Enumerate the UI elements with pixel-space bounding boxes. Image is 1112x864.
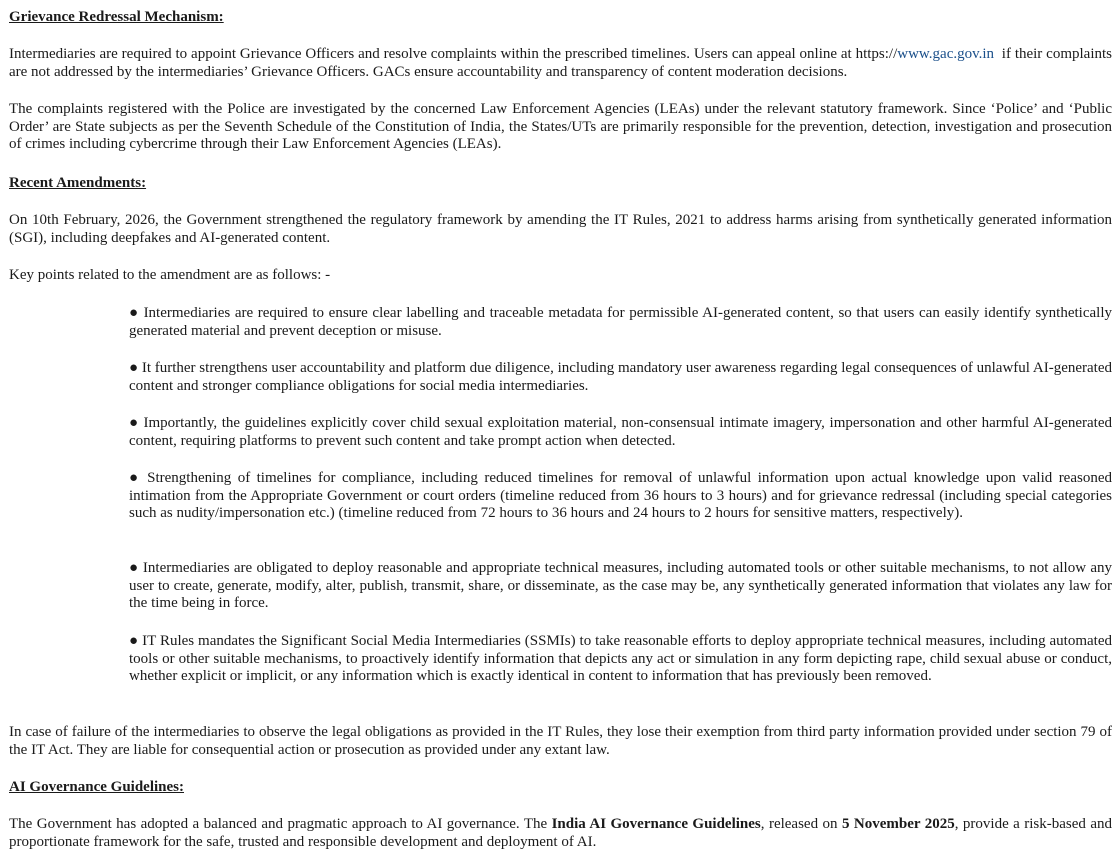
- ai-gov-guidelines-title: India AI Governance Guidelines: [551, 816, 761, 832]
- ai-gov-text-3: , provide a risk-based and proportionate framework for the safe, trusted and responsible development and deployment of AI.: [9, 816, 1112, 850]
- grievance-paragraph-1: [9, 46, 1112, 81]
- amendments-key-points-intro: Key points related to the amendment are as follows: -: [9, 267, 331, 283]
- gac-link[interactable]: www.gac.gov.in: [897, 46, 995, 62]
- ai-gov-release-date: 5 November 2025: [841, 816, 955, 832]
- ai-gov-text-2: , released on: [760, 816, 842, 832]
- grievance-p1-text-end: if their complaints are not addressed by the intermediaries’ Grievance Officers. GACs ensure accountability and transparency of content moderation decisions.: [9, 46, 1112, 80]
- amendments-paragraph-1: On 10th February, 2026, the Government strengthened the regulatory framework by amending the IT Rules, 2021 to address harms arising from synthetically generated information (SGI), including deepfakes and AI-generated content.: [9, 212, 1112, 246]
- amendment-bullet-4: ● Strengthening of timelines for compliance, including reduced timelines for removal of unlawful information upon actual knowledge upon valid reasoned intimation from the Appropriate Government or court orders (timeline reduced from 36 hours to 3 hours) and for grievance redressal (including special categories such as nudity/impersonation etc.) (timeline reduced from 72 hours to 36 hours and 24 hours to 2 hours for sensitive matters, respectively).: [129, 470, 1112, 521]
- amendment-bullet-2: ● It further strengthens user accountability and platform due diligence, including mandatory user awareness regarding legal consequences of unlawful AI-generated content and stronger compliance obligations for social media intermediaries.: [129, 360, 1112, 394]
- ai-gov-text-1: The Government has adopted a balanced and pragmatic approach to AI governance. The: [9, 816, 552, 832]
- grievance-p1-text-start: Intermediaries are required to appoint Grievance Officers and resolve complaints within the prescribed timelines. Users can appeal online at https://: [9, 46, 898, 62]
- amendments-heading: Recent Amendments:: [9, 175, 147, 191]
- ai-governance-paragraph-1: [9, 816, 1112, 851]
- amendment-bullet-6: ● IT Rules mandates the Significant Social Media Intermediaries (SSMIs) to take reasonable efforts to deploy appropriate technical measures, including automated tools or other suitable mechanisms, to proactively identify information that depicts any act or simulation in any form depicting rape, child sexual abuse or conduct, whether explicit or implicit, or any information which is exactly identical in content to information that has previously been removed.: [129, 633, 1112, 684]
- grievance-heading: Grievance Redressal Mechanism:: [9, 9, 224, 25]
- amendment-bullet-5: ● Intermediaries are obligated to deploy reasonable and appropriate technical measures, including automated tools or other suitable mechanisms, to not allow any user to create, generate, modify, alter, publish, transmit, share, or disseminate, as the case may be, any synthetically generated information that violates any law for the time being in force.: [129, 560, 1112, 611]
- grievance-paragraph-2: The complaints registered with the Police are investigated by the concerned Law Enforcement Agencies (LEAs) under the relevant statutory framework. Since ‘Police’ and ‘Public Order’ are State subjects as per the Seventh Schedule of the Constitution of India, the States/UTs are primarily responsible for the prevention, detection, investigation and prosecution of crimes including cybercrime through their Law Enforcement Agencies (LEAs).: [9, 101, 1112, 152]
- amendments-paragraph-3: In case of failure of the intermediaries to observe the legal obligations as provided in the IT Rules, they lose their exemption from third party information provided under section 79 of the IT Act. They are liable for consequential action or prosecution as provided under any extant law.: [9, 724, 1112, 758]
- amendment-bullet-1: ● Intermediaries are required to ensure clear labelling and traceable metadata for permissible AI-generated content, so that users can easily identify synthetically generated material and prevent deception or misuse.: [129, 305, 1112, 339]
- amendment-bullet-3: ● Importantly, the guidelines explicitly cover child sexual exploitation material, non-consensual intimate imagery, impersonation and other harmful AI-generated content, requiring platforms to prevent such content and take prompt action when detected.: [129, 415, 1112, 449]
- ai-governance-heading: AI Governance Guidelines:: [9, 779, 184, 795]
